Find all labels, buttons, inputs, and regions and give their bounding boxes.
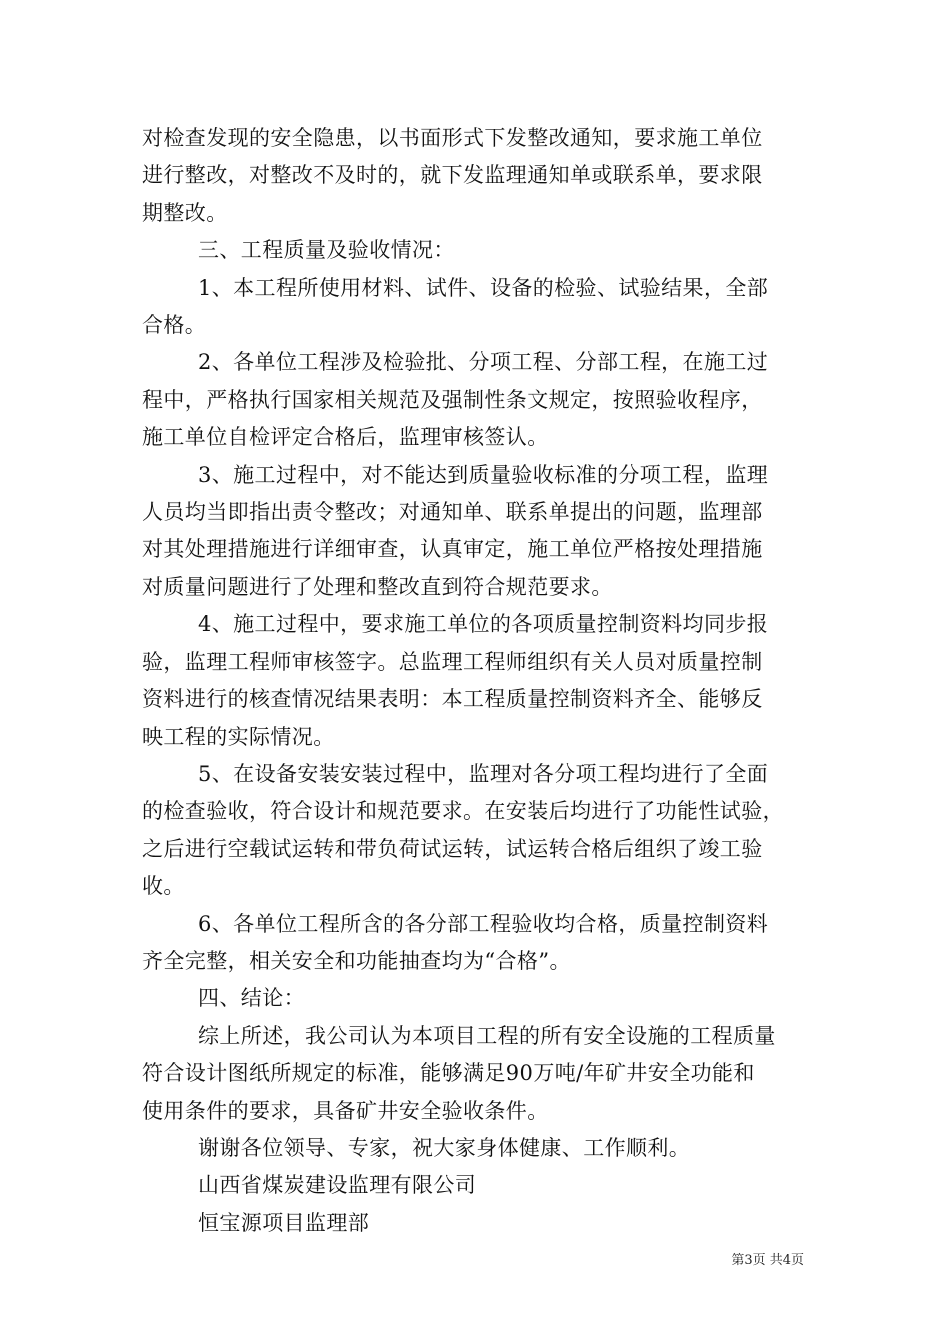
text-line: 进行整改，对整改不及时的，就下发监理通知单或联系单，要求限 bbox=[142, 163, 763, 188]
paragraph-p7 bbox=[142, 1018, 810, 1130]
text-line: 映工程的实际情况。 bbox=[142, 724, 335, 749]
text-line: 5、在设备安装安装过程中，监理对各分项工程均进行了全面 bbox=[198, 761, 769, 786]
text-line: 人员均当即指出责令整改；对通知单、联系单提出的问题，监理部 bbox=[142, 500, 763, 525]
page-number: 第3页 共4页 bbox=[731, 1253, 804, 1268]
text-line: 使用条件的要求，具备矿井安全验收条件。 bbox=[142, 1098, 549, 1123]
text-line: 施工单位自检评定合格后，监理审核签认。 bbox=[142, 425, 549, 450]
text-line: 山西省煤炭建设监理有限公司 bbox=[198, 1173, 477, 1198]
paragraph-h4 bbox=[142, 980, 810, 1017]
text-line: 验，监理工程师审核签字。总监理工程师组织有关人员对质量控制 bbox=[142, 649, 763, 674]
text-line: 之后进行空载试运转和带负荷试运转，试运转合格后组织了竣工验 bbox=[142, 836, 763, 861]
text-line: 三、工程质量及验收情况： bbox=[198, 238, 455, 263]
document-body bbox=[142, 120, 810, 1242]
text-line: 资料进行的核查情况结果表明：本工程质量控制资料齐全、能够反 bbox=[142, 687, 763, 712]
text-line: 谢谢各位领导、专家，祝大家身体健康、工作顺利。 bbox=[198, 1135, 691, 1160]
text-line: 收。 bbox=[142, 874, 185, 899]
text-line: 四、结论： bbox=[198, 986, 305, 1011]
paragraph-p3 bbox=[142, 457, 810, 607]
text-line: 4、施工过程中，要求施工单位的各项质量控制资料均同步报 bbox=[198, 612, 769, 637]
text-line: 期整改。 bbox=[142, 200, 228, 225]
text-line: 6、各单位工程所含的各分部工程验收均合格，质量控制资料 bbox=[198, 911, 769, 936]
text-line: 2、各单位工程涉及检验批、分项工程、分部工程，在施工过 bbox=[198, 350, 769, 375]
paragraph-p5 bbox=[142, 756, 810, 906]
paragraph-p6 bbox=[142, 906, 810, 981]
text-line: 对其处理措施进行详细审查，认真审定，施工单位严格按处理措施 bbox=[142, 537, 763, 562]
text-line: 的检查验收，符合设计和规范要求。在安装后均进行了功能性试验， bbox=[142, 799, 784, 824]
paragraph-p8 bbox=[142, 1130, 810, 1167]
text-line: 合格。 bbox=[142, 313, 207, 338]
text-line: 对检查发现的安全隐患，以书面形式下发整改通知，要求施工单位 bbox=[142, 126, 763, 150]
paragraph-p4 bbox=[142, 606, 810, 756]
text-line: 齐全完整，相关安全和功能抽查均为“合格”。 bbox=[142, 948, 571, 973]
text-line: 对质量问题进行了处理和整改直到符合规范要求。 bbox=[142, 574, 613, 599]
text-line: 程中，严格执行国家相关规范及强制性条文规定，按照验收程序， bbox=[142, 387, 763, 412]
text-line: 综上所述，我公司认为本项目工程的所有安全设施的工程质量 bbox=[198, 1023, 776, 1048]
text-line: 符合设计图纸所规定的标准，能够满足90万吨/年矿井安全功能和 bbox=[142, 1061, 755, 1086]
paragraph-p0 bbox=[142, 120, 810, 232]
text-line: 1、本工程所使用材料、试件、设备的检验、试验结果，全部 bbox=[198, 275, 769, 300]
text-line: 恒宝源项目监理部 bbox=[198, 1210, 370, 1235]
text-line: 3、施工过程中，对不能达到质量验收标准的分项工程，监理 bbox=[198, 462, 769, 487]
paragraph-p9 bbox=[142, 1167, 810, 1204]
paragraph-p2 bbox=[142, 344, 810, 456]
paragraph-h3 bbox=[142, 232, 810, 269]
paragraph-p1 bbox=[142, 270, 810, 345]
paragraph-p10 bbox=[142, 1205, 810, 1242]
